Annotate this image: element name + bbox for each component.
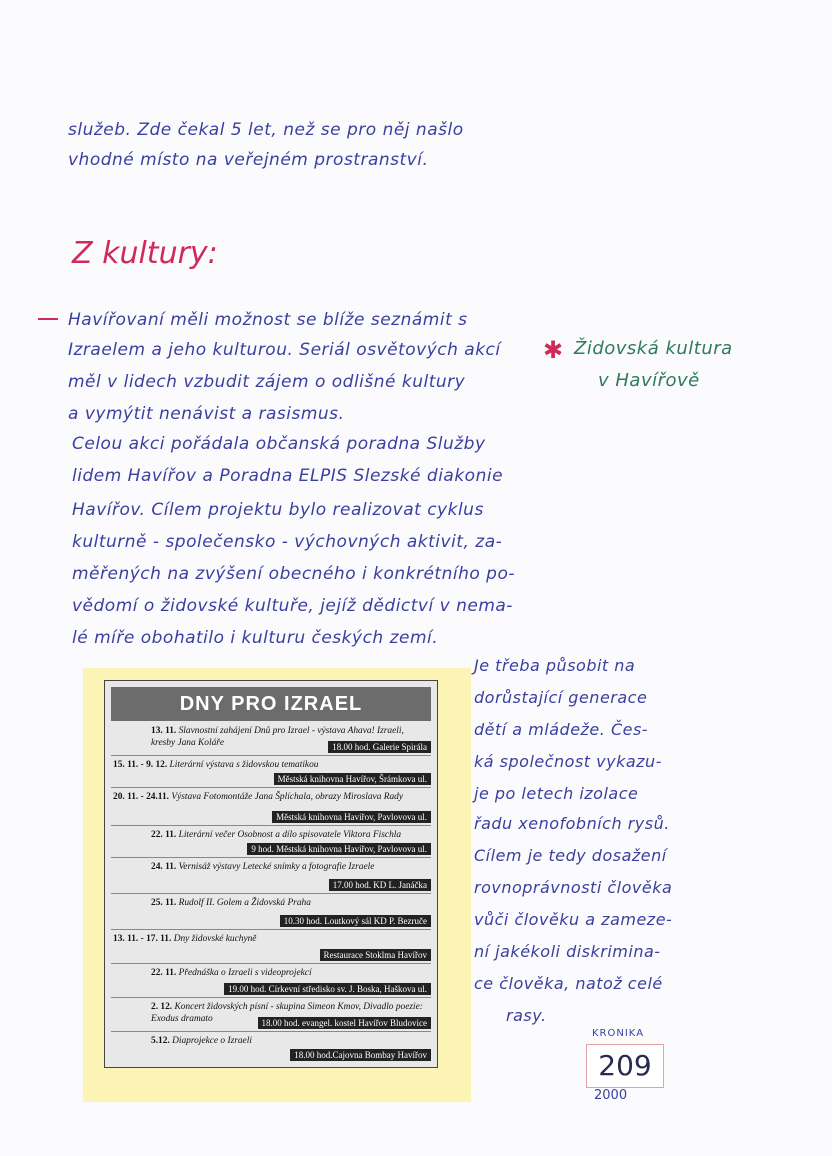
clipping-title: DNY PRO IZRAEL — [111, 687, 431, 721]
side-line-4: ká společnost vykazu- — [474, 752, 662, 771]
event-item: 22. 11. Přednáška o Izraeli s videoprojekcí 19.00 hod. Církevní středisko sv. J. Boska, Haškova ul. — [111, 965, 431, 998]
side-line-10: ní jakékoli diskrimina- — [474, 942, 661, 961]
body-line-3: měl v lidech vzbudit zájem o odlišné kultury — [68, 372, 466, 392]
body-line-5: Celou akci pořádala občanská poradna Služby — [72, 434, 486, 454]
page-stamp — [586, 1044, 664, 1088]
event-item: 20. 11. - 24.11. Výstava Fotomontáže Jana Šplíchala, obrazy Miroslava Rady Městská knihovna Havířov, Pavlovova ul. — [111, 789, 431, 826]
margin-note-line-1: Židovská kultura — [574, 338, 733, 359]
side-line-5: je po letech izolace — [474, 784, 639, 803]
side-line-7: Cílem je tedy dosažení — [474, 846, 667, 865]
stamp-year: 2000 — [594, 1088, 628, 1103]
body-line-4: a vymýtit nenávist a rasismus. — [68, 404, 345, 424]
body-line-9: měřených na zvýšení obecného i konkrétního po- — [72, 564, 516, 584]
side-line-12: rasy. — [506, 1006, 547, 1025]
body-line-11: lé míře obohatilo i kulturu českých zemí. — [72, 628, 439, 648]
asterisk-icon: ✱ — [543, 336, 564, 364]
event-schedule — [104, 680, 438, 1068]
side-line-9: vůči člověku a zameze- — [474, 910, 673, 929]
event-item: 2. 12. Koncert židovských písní - skupina Simeon Kmov, Divadlo poezie: Exodus dramato 18.00 hod. evangel. kostel Havířov Bludovice — [111, 999, 431, 1032]
event-item: 25. 11. Rudolf II. Golem a Židovská Praha 10.30 hod. Loutkový sál KD P. Bezruče — [111, 895, 431, 930]
body-line-1: Havířovaní měli možnost se blíže seznámit s — [68, 310, 468, 330]
event-item: 13. 11. Slavnostní zahájení Dnů pro Izrael - výstava Ahava! Izraeli, kresby Jana Koláře 18.00 hod. Galerie Spirála — [111, 723, 431, 756]
dash-marker — [38, 318, 58, 320]
body-line-7: Havířov. Cílem projektu bylo realizovat cyklus — [72, 500, 484, 520]
stamp-label: KRONIKA — [592, 1028, 645, 1039]
event-item: 22. 11. Literární večer Osobnost a dílo spisovatele Viktora Fischla 9 hod. Městská knihovna Havířov, Pavlovova ul. — [111, 827, 431, 858]
body-line-8: kulturně - společensko - výchovných aktivit, za- — [72, 532, 503, 552]
event-item: 15. 11. - 9. 12. Literární výstava s židovskou tematikou Městská knihovna Havířov, Šrámkova ul. — [111, 757, 431, 788]
event-item: 13. 11. - 17. 11. Dny židovské kuchyně Restaurace Stoklma Havířov — [111, 931, 431, 964]
side-line-1: Je třeba působit na — [474, 656, 636, 675]
event-item: 5.12. Diaprojekce o Izraeli 18.00 hod.Cajovna Bombay Havířov — [111, 1033, 431, 1063]
section-heading: Z kultury: — [72, 236, 218, 271]
page-number: 209 — [598, 1049, 652, 1082]
side-line-8: rovnoprávnosti člověka — [474, 878, 673, 897]
event-item: 24. 11. Vernisáž výstavy Letecké snímky a fotografie Izraele 17.00 hod. KD L. Janáčka — [111, 859, 431, 894]
body-line-2: Izraelem a jeho kulturou. Seriál osvětových akcí — [68, 340, 501, 360]
side-line-11: ce člověka, natož celé — [474, 974, 663, 993]
intro-line-1: služeb. Zde čekal 5 let, než se pro něj našlo — [68, 120, 464, 140]
side-line-6: řadu xenofobních rysů. — [474, 814, 670, 833]
body-line-10: vědomí o židovské kultuře, jejíž dědictví v nema- — [72, 596, 513, 616]
side-line-3: dětí a mládeže. Čes- — [474, 720, 649, 739]
margin-note-line-2: v Havířově — [598, 370, 700, 391]
intro-line-2: vhodné místo na veřejném prostranství. — [68, 150, 429, 170]
side-line-2: dorůstající generace — [474, 688, 648, 707]
body-line-6: lidem Havířov a Poradna ELPIS Slezské diakonie — [72, 466, 504, 486]
